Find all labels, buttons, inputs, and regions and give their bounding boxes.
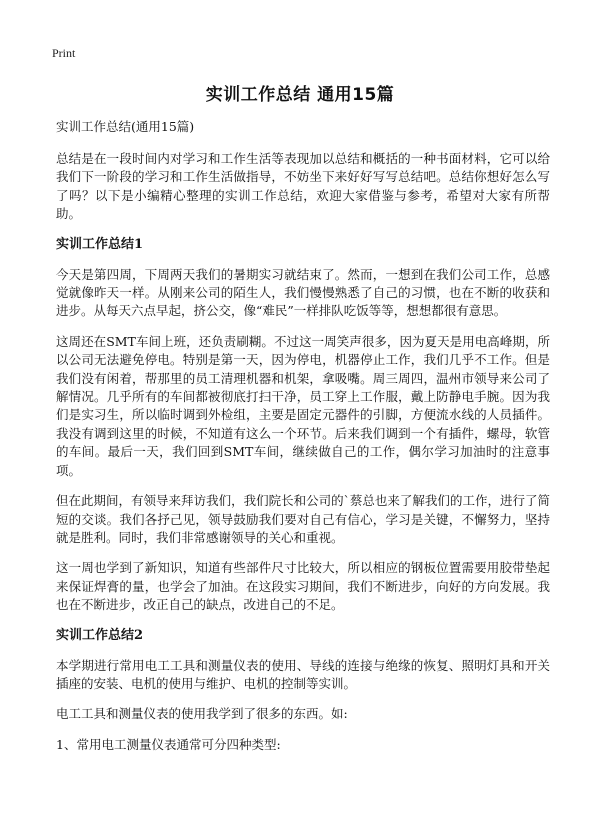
- intro-paragraph: 总结是在一段时间内对学习和工作生活等表现加以总结和概括的一种书面材料，它可以给我们下一阶段的学习和工作生活做指导，不妨坐下来好好写写总结吧。总结你想好怎么写了吗？以下是小编精心整理的实训工作总结，欢迎大家借鉴与参考，希望对大家有所帮助。: [56, 151, 550, 222]
- document-subtitle: 实训工作总结(通用15篇): [56, 119, 195, 134]
- section-2-paragraph-3: 1、常用电工测量仪表通常可分四种类型:: [56, 736, 281, 752]
- section-2-paragraph-1: 本学期进行常用电工工具和测量仪表的使用、导线的连接与绝缘的恢复、照明灯具和开关插座的安装、电机的使用与维护、电机的控制等实训。: [56, 657, 550, 691]
- section-1-paragraph-4: 这一周也学到了新知识，知道有些部件尺寸比较大，所以相应的钢板位置需要用胶带垫起来保证焊膏的量，也学会了加油。在这段实习期间，我们不断进步，向好的方向发展。我也在不断进步，改正自己的缺点，改进自己的不足。: [56, 560, 550, 613]
- section-1-paragraph-1: 今天是第四周，下周两天我们的暑期实习就结束了。然而，一想到在我们公司工作，总感觉就像昨天一样。从刚来公司的陌生人，我们慢慢熟悉了自己的习惯，也在不断的收获和进步。从每天六点早起，挤公交，像“难民”一样排队吃饭等等，想想都很有意思。: [56, 266, 550, 319]
- document-body: [56, 118, 550, 766]
- section-2-paragraph-2: 电工工具和测量仪表的使用我学到了很多的东西。如:: [56, 706, 348, 722]
- print-label[interactable]: Print: [52, 46, 76, 60]
- section-1-paragraph-3: 但在此期间，有领导来拜访我们，我们院长和公司的`蔡总也来了解我们的工作，进行了简短的交谈。我们各抒己见，领导鼓励我们要对自己有信心，学习是关键，不懈努力，坚持就是胜利。同时，我们非常感谢领导的关心和重视。: [56, 493, 550, 545]
- section-heading-2: 实训工作总结2: [56, 627, 144, 643]
- section-1-paragraph-2: 这周还在SMT车间上班，还负责刷糊。不过这一周笑声很多，因为夏天是用电高峰期，所以公司无法避免停电。特别是第一天，因为停电，机器停止工作，我们几乎不工作。但是我们没有闲着，帮那里的员工清理机器和机架，拿吸嘴。周三周四，温州市领导来公司了解情况。几乎所有的车间都被彻底打扫干净，员工穿上工作服，戴上防静电手腕。因为我们是实习生，所以临时调到外检组，主要是固定元器件的引脚，方便流水线的人员插件。我没有调到这里的时候，不知道有这么一个环节。后来我们调到一个有插件，螺母，软管的车间。最后一天，我们回到SMT车间，继续做自己的工作，偶尔学习加油时的注意事项。: [56, 333, 550, 478]
- section-heading-1: 实训工作总结1: [56, 236, 144, 252]
- document-title: 实训工作总结 通用15篇: [205, 85, 395, 105]
